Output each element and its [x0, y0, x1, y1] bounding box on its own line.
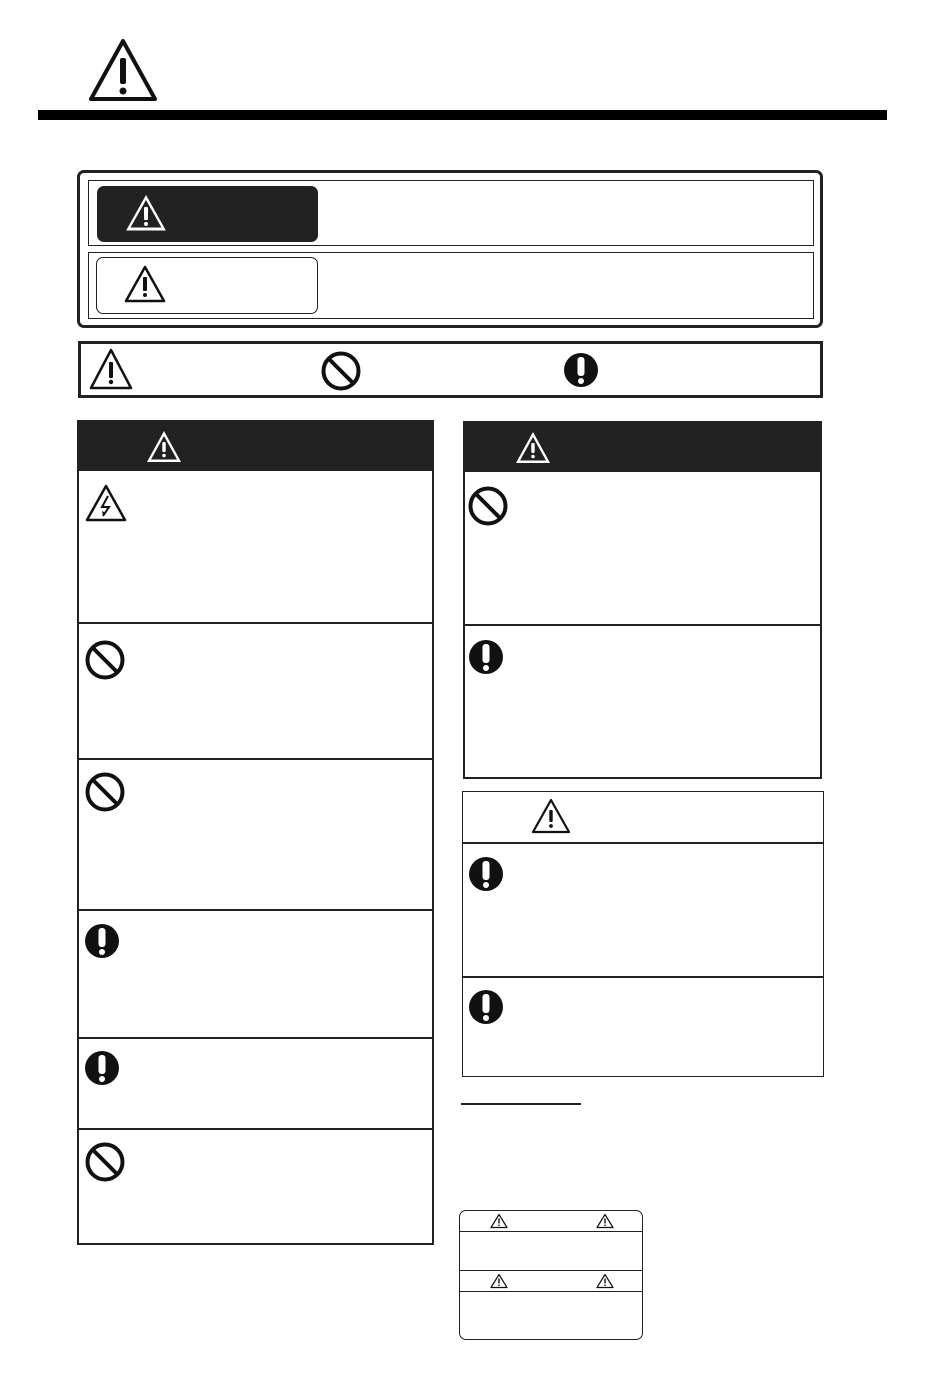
divider: [462, 976, 824, 978]
warning-triangle-icon: [145, 429, 183, 465]
prohibition-icon: [84, 639, 126, 681]
mandatory-action-icon: [84, 1048, 120, 1088]
divider: [77, 622, 434, 624]
label-caution-header: [459, 1270, 643, 1292]
divider: [463, 624, 822, 626]
caution-triangle-icon: [490, 1273, 508, 1289]
warning-panel-right: [463, 421, 822, 779]
note-underline: [461, 1103, 581, 1105]
caution-triangle-icon: [596, 1273, 614, 1289]
divider: [77, 758, 434, 760]
prohibition-icon: [467, 485, 509, 527]
attention-triangle-icon: [88, 347, 134, 391]
warning-triangle-icon: [490, 1213, 508, 1229]
mandatory-action-icon: [468, 987, 504, 1027]
warning-triangle-icon: [124, 193, 168, 233]
divider: [77, 909, 434, 911]
warning-triangle-icon: [514, 430, 552, 466]
electric-shock-icon: [84, 483, 128, 523]
prohibition-icon: [320, 350, 362, 392]
warning-panel-left-header: [77, 420, 434, 471]
warning-triangle-icon: [596, 1213, 614, 1229]
symbol-legend-bar: [78, 341, 823, 398]
caution-triangle-icon: [123, 264, 167, 304]
mandatory-action-icon: [563, 350, 599, 390]
title-rule: [38, 110, 887, 120]
mandatory-action-icon: [84, 921, 120, 961]
caution-triangle-icon: [531, 797, 571, 835]
label-warning-header: [459, 1210, 643, 1232]
warning-triangle-icon: [88, 38, 158, 102]
prohibition-icon: [84, 1141, 126, 1183]
caution-panel: [462, 791, 824, 1077]
warning-panel-left: [77, 420, 434, 1245]
prohibition-icon: [84, 771, 126, 813]
divider: [77, 1128, 434, 1130]
divider: [77, 1037, 434, 1039]
divider: [462, 842, 824, 844]
mandatory-action-icon: [468, 854, 504, 894]
mandatory-action-icon: [468, 637, 504, 677]
